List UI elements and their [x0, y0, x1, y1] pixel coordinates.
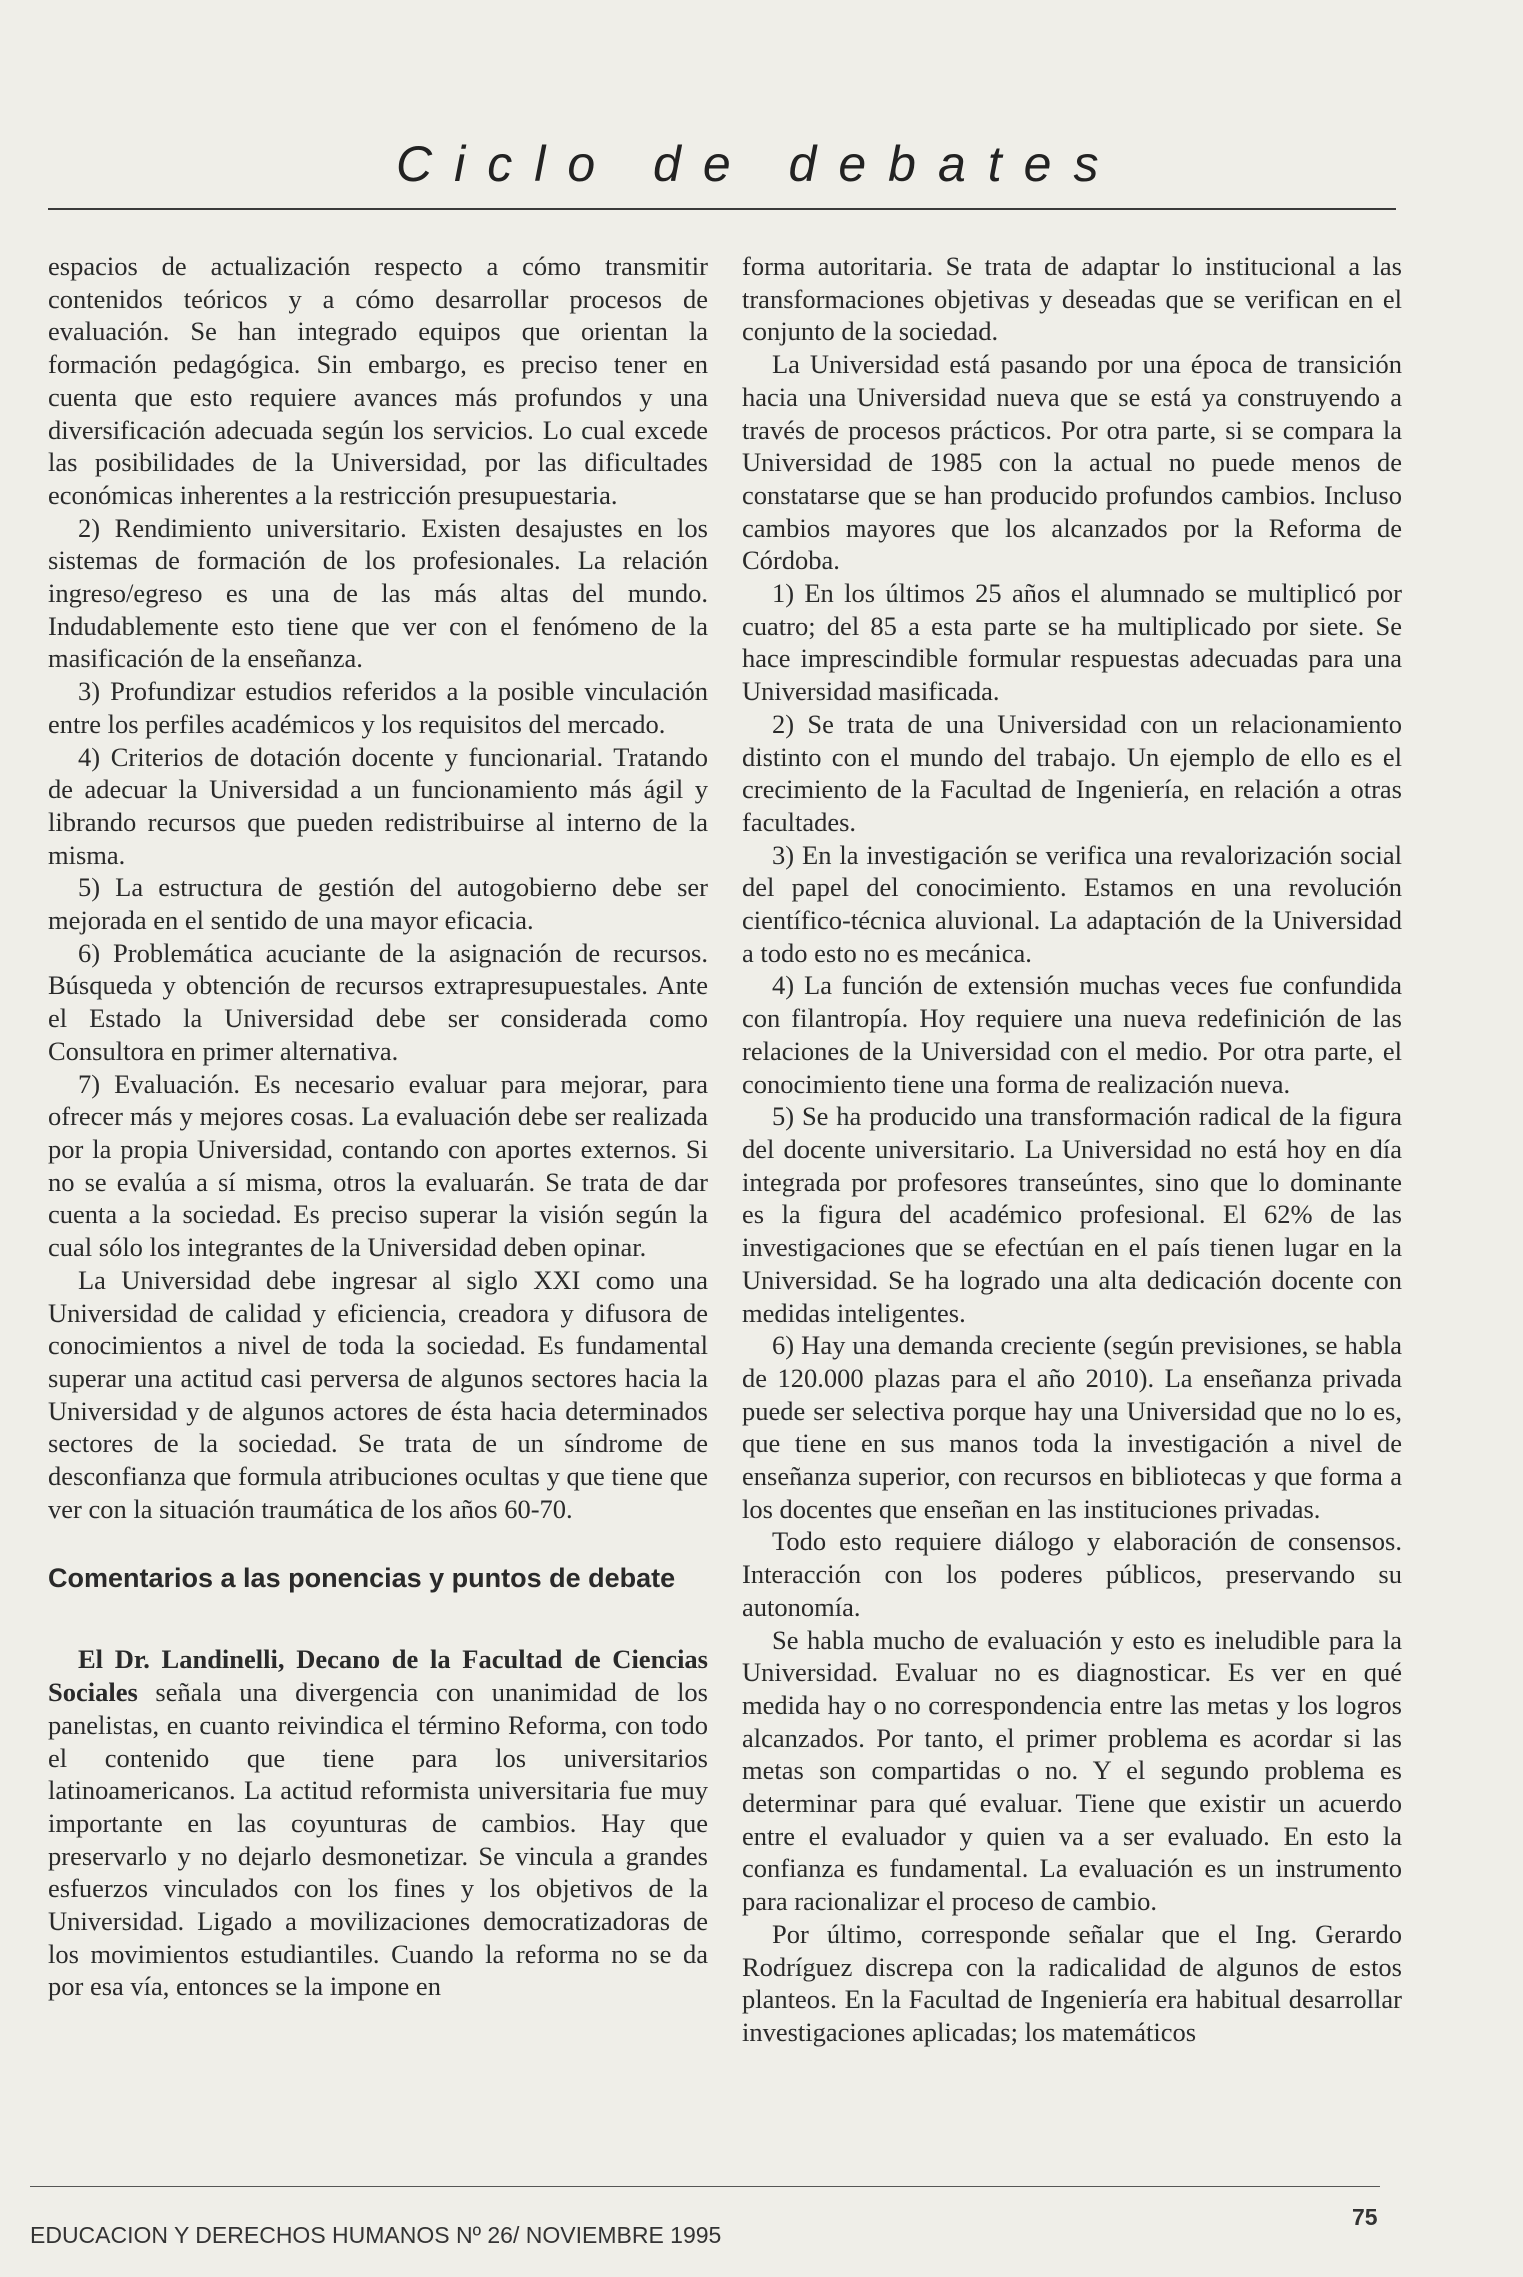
paragraph: 4) La función de extensión muchas veces fue confundida con filantropía. Hoy requiere una nueva redefinición de las relaciones de la Universidad con el medio. Por otra parte, el conocimiento tiene una forma de realización nueva. — [742, 970, 1402, 1099]
paragraph: La Universidad está pasando por una época de transición hacia una Universidad nueva que se está ya construyendo a través de procesos prácticos. Por otra parte, si se compara la Universidad de 1985 con la actual no puede menos de constatarse que se han producido profundos cambios. Incluso cambios mayores que los alcanzados por la Reforma de Córdoba. — [742, 349, 1402, 576]
paragraph: forma autoritaria. Se trata de adaptar lo institucional a las transformaciones objetivas y deseadas que se verifican en el conjunto de la sociedad. — [742, 251, 1402, 347]
paragraph: espacios de actualización respecto a cómo transmitir contenidos teóricos y a cómo desarrollar procesos de evaluación. Se han integrado equipos que orientan la formación pedagógica. Sin embargo, es preciso tener en cuenta que esto requiere avances más profundos y una diversificación adecuada según los servicios. Lo cual excede las posibilidades de la Universidad, por las dificultades económicas inherentes a la restricción presupuestaria. — [48, 251, 708, 510]
paragraph: Se habla mucho de evaluación y esto es ineludible para la Universidad. Evaluar no es diagnosticar. Es ver en qué medida hay o no correspondencia entre las metas y los logros alcanzados. Por tanto, el primer problema es acordar si las metas son compartidas o no. Y el segundo problema es determinar para qué evaluar. Tiene que existir un acuerdo entre el evaluador y quien va a ser evaluado. En esto la confianza es fundamental. La evaluación es un instrumento para racionalizar el proceso de cambio. — [742, 1624, 1402, 1917]
paragraph: Por último, corresponde señalar que el Ing. Gerardo Rodríguez discrepa con la radicalidad de algunos de estos planteos. En la Facultad de Ingeniería era habitual desarrollar investigaciones aplicadas; los matemáticos — [742, 1918, 1402, 2047]
left-column — [48, 250, 708, 2003]
right-column — [742, 250, 1402, 2049]
paragraph: 1) En los últimos 25 años el alumnado se multiplicó por cuatro; del 85 a esta parte se ha multiplicado por siete. Se hace imprescindible formular respuestas adecuadas para una Universidad masificada. — [742, 578, 1402, 707]
paragraph: La Universidad debe ingresar al siglo XXI como una Universidad de calidad y eficiencia, creadora y difusora de conocimientos a nivel de toda la sociedad. Es fundamental superar una actitud casi perversa de algunos sectores hacia la Universidad y de algunos actores de ésta hacia determinados sectores de la sociedad. Se trata de un síndrome de desconfianza que formula atribuciones ocultas y que tiene que ver con la situación traumática de los años 60-70. — [48, 1264, 708, 1524]
footer-rule — [30, 2186, 1380, 2187]
page-number: 75 — [1352, 2204, 1378, 2230]
paragraph: 4) Criterios de dotación docente y funcionarial. Tratando de adecuar la Universidad a un funcionamiento más ágil y librando recursos que pueden redistribuirse al interno de la misma. — [48, 741, 708, 870]
paragraph: 3) Profundizar estudios referidos a la posible vinculación entre los perfiles académicos y los requisitos del mercado. — [48, 676, 708, 739]
paragraph: 5) La estructura de gestión del autogobierno debe ser mejorada en el sentido de una mayor eficacia. — [48, 872, 708, 936]
paragraph: 2) Se trata de una Universidad con un relacionamiento distinto con el mundo del trabajo. Un ejemplo de ello es el crecimiento de la Facultad de Ingeniería, en relación a otras facultades. — [742, 708, 1402, 837]
paragraph-text: señala una divergencia con unanimidad de los panelistas, en cuanto reivindica el término Reforma, con todo el contenido que tiene para los universitarios latinoamericanos. La actitud reformista universitaria fue muy importante en las coyunturas de cambios. Hay que preservarlo y no dejarlo desmonetizar. Se vincula a grandes esfuerzos vinculados con los fines y los objetivos de la Universidad. Ligado a movilizaciones democratizadoras de los movimientos estudiantiles. Cuando la reforma no se da por esa vía, entonces se la impone en — [48, 1677, 708, 2002]
section-heading: Comentarios a las ponencias y puntos de debate — [48, 1563, 676, 1594]
speaker-name: El Dr. Landinelli, Decano de la Facultad de Ciencias Sociales — [48, 1644, 708, 1708]
paragraph: 2) Rendimiento universitario. Existen desajustes en los sistemas de formación de los profesionales. La relación ingreso/egreso es una de las más altas del mundo. Indudablemente esto tiene que ver con el fenómeno de la masificación de la enseñanza. — [48, 512, 708, 674]
paragraph: Todo esto requiere diálogo y elaboración de consensos. Interacción con los poderes públicos, preservando su autonomía. — [742, 1526, 1402, 1622]
paragraph: 6) Hay una demanda creciente (según previsiones, se habla de 120.000 plazas para el año 2010). La enseñanza privada puede ser selectiva porque hay una Universidad que no lo es, que tiene en sus manos toda la investigación a nivel de enseñanza superior, con recursos en bibliotecas y que forma a los docentes que enseñan en las instituciones privadas. — [742, 1330, 1402, 1524]
paragraph: 5) Se ha producido una transformación radical de la figura del docente universitario. La Universidad no está hoy en día integrada por profesores transeúntes, sino que lo dominante es la figura del académico profesional. El 62% de las investigaciones que se efectúan en el país tienen lugar en la Universidad. Se ha logrado una alta dedicación docente con medidas inteligentes. — [742, 1101, 1402, 1328]
header-rule — [48, 208, 1396, 210]
publication-info: EDUCACION Y DERECHOS HUMANOS Nº 26/ NOVIEMBRE 1995 — [30, 2222, 722, 2248]
paragraph-landinelli — [48, 1643, 708, 2003]
paragraph: 7) Evaluación. Es necesario evaluar para mejorar, para ofrecer más y mejores cosas. La evaluación debe ser realizada por la propia Universidad, contando con aportes externos. Si no se evalúa a sí misma, otros la evaluarán. Se trata de dar cuenta a la sociedad. Es preciso superar la visión según la cual sólo los integrantes de la Universidad deben opinar. — [48, 1068, 708, 1263]
section-title: Ciclo de debates — [388, 135, 1128, 193]
paragraph: 3) En la investigación se verifica una revalorización social del papel del conocimiento. Estamos en una revolución científico-técnica aluvional. La adaptación de la Universidad a todo esto no es mecánica. — [742, 839, 1402, 968]
running-header — [48, 135, 1396, 215]
paragraph: 6) Problemática acuciante de la asignación de recursos. Búsqueda y obtención de recursos extrapresupuestales. Ante el Estado la Universidad debe ser considerada como Consultora en primer alternativa. — [48, 937, 708, 1066]
